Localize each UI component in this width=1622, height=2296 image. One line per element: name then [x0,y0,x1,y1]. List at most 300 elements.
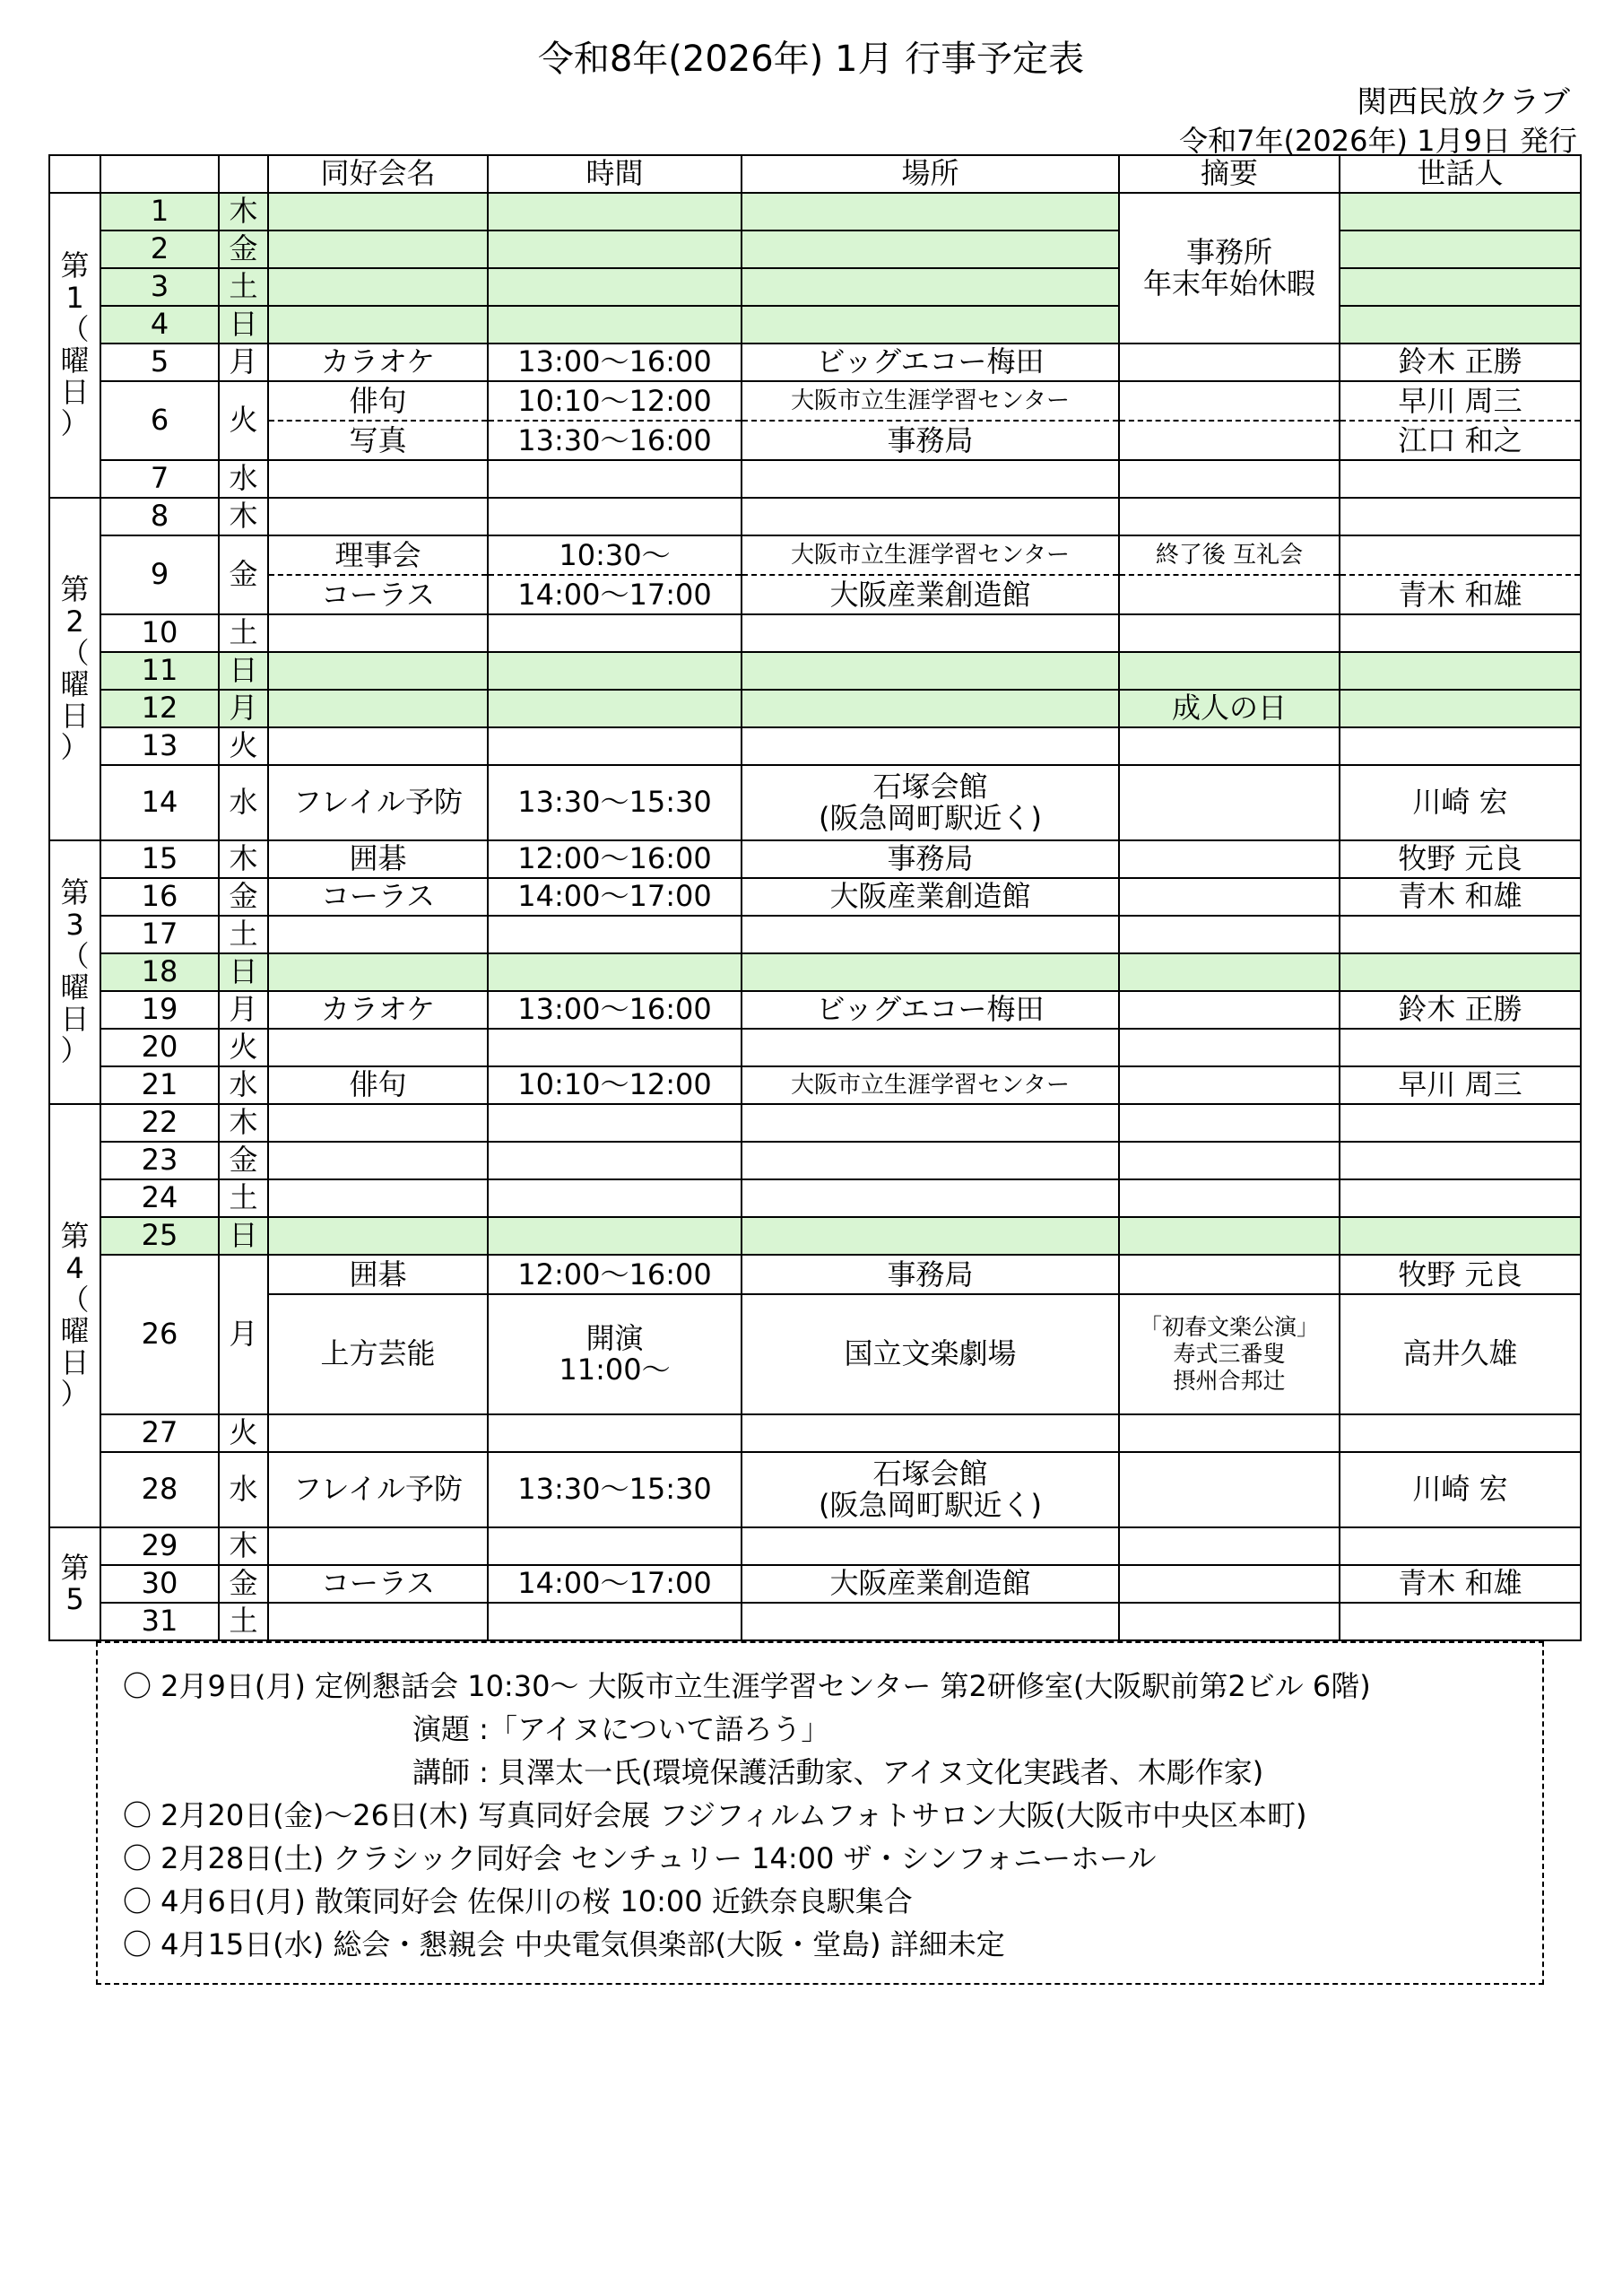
note-cell [1119,614,1340,652]
day-row [49,991,1581,1029]
day-number: 3 [100,268,219,306]
person-value [1340,536,1580,574]
place-cell [742,1217,1119,1255]
time-cell [488,1029,742,1066]
day-row [49,268,1581,306]
club-cell [268,1104,488,1142]
day-number: 7 [100,460,219,498]
note-cell [1119,727,1340,765]
place-cell [742,1142,1119,1179]
col-club: 同好会名 [268,155,488,193]
note-cell [1119,916,1340,953]
day-row [49,230,1581,268]
club-cell [268,652,488,690]
time-cell: 13:30～15:30 [488,765,742,840]
day-number: 17 [100,916,219,953]
time-value: 10:30～ [559,538,671,572]
club-cell [268,727,488,765]
note-line: 摂州合邦辻 [1173,1368,1286,1394]
header-row [49,155,1581,193]
day-row [49,614,1581,652]
time-cell [488,535,742,614]
place-cell: ビッグエコー梅田 [742,344,1119,381]
day-row [49,1452,1581,1527]
club-cell: カラオケ [268,991,488,1029]
club-value: コーラス [269,574,487,613]
note-line: 講師 : 貝澤太一氏(環境保護活動家、アイヌ文化実践者、木彫作家) [412,1755,1264,1789]
place-cell [742,193,1119,230]
day-row [49,765,1581,840]
club-cell: 俳句 [268,1066,488,1104]
day-number: 12 [100,690,219,727]
note-cell [1119,1029,1340,1066]
person-cell [1340,1414,1581,1452]
day-number: 6 [100,381,219,460]
day-number: 8 [100,498,219,535]
place-cell [742,1029,1119,1066]
day-of-week: 火 [219,381,268,460]
day-row [49,1104,1581,1142]
day-of-week: 月 [219,1255,268,1414]
day-of-week: 月 [219,690,268,727]
time-cell: 14:00～17:00 [488,878,742,916]
note-line: 寿式三番叟 [1173,1341,1286,1367]
time-cell: 13:00～16:00 [488,991,742,1029]
place-cell [742,381,1119,460]
note-line: 〇 2月28日(土) クラシック同好会 センチュリー 14:00 ザ・シンフォニーホール [123,1841,1157,1875]
place-cell: 事務局 [742,840,1119,878]
day-of-week: 土 [219,1603,268,1640]
day-number: 24 [100,1179,219,1217]
day-row [49,878,1581,916]
place-line: (阪急岡町駅近く) [819,801,1042,835]
note-cell [1119,1066,1340,1104]
club-cell [268,916,488,953]
time-value: 12:00～16:00 [517,1257,712,1292]
col-person: 世話人 [1340,155,1581,193]
week-label: 第 1 （ 曜 日 ） [49,193,100,498]
club-cell: コーラス [268,878,488,916]
note-value: 終了後 互礼会 [1155,542,1304,569]
place-cell [742,652,1119,690]
day-of-week: 火 [219,727,268,765]
note-cell [1119,953,1340,991]
club-cell [268,230,488,268]
time-cell [488,1104,742,1142]
club-line: 上方芸能 [320,1336,436,1371]
place-cell [742,1104,1119,1142]
day-row [49,1179,1581,1217]
day-of-week: 水 [219,460,268,498]
day-of-week: 日 [219,652,268,690]
day-number: 26 [100,1255,219,1414]
note-cell [1119,193,1340,344]
day-of-week: 土 [219,614,268,652]
time-cell: 14:00～17:00 [488,1565,742,1603]
place-cell [742,1603,1119,1640]
time-value: 14:00～17:00 [489,574,741,613]
person-cell: 川崎 宏 [1340,765,1581,840]
note-line: 〇 4月6日(月) 散策同好会 佐保川の桜 10:00 近鉄奈良駅集合 [123,1884,913,1918]
time-cell [488,1179,742,1217]
club-cell [268,614,488,652]
note-cell [1119,1217,1340,1255]
club-value: 囲碁 [349,1257,407,1292]
club-cell: フレイル予防 [268,765,488,840]
place-value: 大阪市立生涯学習センター [791,542,1070,569]
person-cell [1340,535,1581,614]
note-cell [1119,1565,1340,1603]
person-cell [1340,498,1581,535]
club-cell [268,268,488,306]
club-cell [268,1255,488,1414]
day-number: 22 [100,1104,219,1142]
day-of-week: 水 [219,765,268,840]
place-cell [742,1414,1119,1452]
person-cell [1340,690,1581,727]
person-cell [1340,614,1581,652]
time-cell [488,381,742,460]
club-cell [268,690,488,727]
time-cell [488,498,742,535]
time-cell [488,460,742,498]
place-cell [742,953,1119,991]
club-value: 写真 [269,420,487,459]
place-cell [742,535,1119,614]
day-of-week: 木 [219,840,268,878]
person-cell [1340,727,1581,765]
day-number: 19 [100,991,219,1029]
day-row [49,1255,1581,1414]
place-cell [742,1255,1119,1414]
day-row [49,953,1581,991]
place-cell: 大阪市立生涯学習センター [742,1066,1119,1104]
place-cell [742,306,1119,344]
day-row [49,1527,1581,1565]
issue-date: 令和7年(2026年) 1月9日 発行 [1179,124,1577,158]
day-row [49,1565,1581,1603]
week-label: 第 2 （ 曜 日 ） [49,498,100,840]
day-number: 31 [100,1603,219,1640]
place-value: 大阪産業創造館 [742,574,1118,613]
time-cell [488,652,742,690]
place-value-2 [742,1293,1118,1413]
notes-box [96,1641,1544,1985]
time-cell [488,916,742,953]
person-cell: 鈴木 正勝 [1340,344,1581,381]
day-row [49,535,1581,614]
club-cell [268,381,488,460]
club-value: 理事会 [334,538,421,572]
time-cell [488,727,742,765]
place-cell [742,916,1119,953]
person-cell [1340,1603,1581,1640]
week-label: 第 4 （ 曜 日 ） [49,1104,100,1527]
day-number: 27 [100,1414,219,1452]
time-cell [488,306,742,344]
time-cell [488,690,742,727]
day-row [49,916,1581,953]
day-row [49,193,1581,230]
day-row [49,1066,1581,1104]
day-of-week: 金 [219,1142,268,1179]
day-number: 9 [100,535,219,614]
day-of-week: 金 [219,878,268,916]
schedule-table [48,154,1582,1641]
day-of-week: 木 [219,498,268,535]
club-cell [268,1217,488,1255]
note-cell [1119,991,1340,1029]
note-cell [1119,1179,1340,1217]
place-line: 国立文楽劇場 [844,1336,1017,1371]
time-cell: 12:00～16:00 [488,840,742,878]
person-line: 高井久雄 [1402,1336,1518,1371]
day-number: 4 [100,306,219,344]
club-cell [268,306,488,344]
note-cell [1119,878,1340,916]
person-value: 江口 和之 [1340,420,1580,459]
club-cell: 囲碁 [268,840,488,878]
day-number: 11 [100,652,219,690]
person-value-2 [1340,1293,1580,1413]
club-cell [268,460,488,498]
day-of-week: 日 [219,953,268,991]
person-value: 早川 周三 [1398,384,1522,418]
col-note: 摘要 [1119,155,1340,193]
day-row [49,306,1581,344]
day-number: 15 [100,840,219,878]
day-of-week: 日 [219,1217,268,1255]
time-cell: 10:10～12:00 [488,1066,742,1104]
time-cell [488,193,742,230]
club-cell [268,498,488,535]
person-cell [1340,953,1581,991]
day-of-week: 木 [219,193,268,230]
person-value: 牧野 元良 [1398,1257,1522,1292]
person-cell [1340,1179,1581,1217]
club-cell [268,1603,488,1640]
day-of-week: 土 [219,268,268,306]
club-cell [268,1142,488,1179]
time-cell [488,1217,742,1255]
day-of-week: 水 [219,1066,268,1104]
day-of-week: 火 [219,1029,268,1066]
place-cell [742,268,1119,306]
note-cell [1119,1142,1340,1179]
note-cell [1119,460,1340,498]
club-cell [268,535,488,614]
note-cell [1119,1527,1340,1565]
club-cell: フレイル予防 [268,1452,488,1527]
note-value [1120,574,1339,613]
place-line: 石塚会館 [872,1456,988,1491]
place-value: 事務局 [887,1257,974,1292]
place-cell: 大阪産業創造館 [742,878,1119,916]
place-line: 石塚会館 [872,769,988,804]
time-cell [488,614,742,652]
person-cell: 川崎 宏 [1340,1452,1581,1527]
day-of-week: 土 [219,1179,268,1217]
club-cell [268,1527,488,1565]
person-cell [1340,1527,1581,1565]
day-row [49,1029,1581,1066]
day-row [49,727,1581,765]
place-cell [742,498,1119,535]
day-number: 13 [100,727,219,765]
day-number: 21 [100,1066,219,1104]
time-value: 13:30～16:00 [489,420,741,459]
time-cell [488,1527,742,1565]
col-time: 時間 [488,155,742,193]
time-cell [488,268,742,306]
time-cell [488,1142,742,1179]
col-place: 場所 [742,155,1119,193]
person-cell [1340,460,1581,498]
place-cell: 大阪産業創造館 [742,1565,1119,1603]
time-cell [488,1414,742,1452]
day-number: 28 [100,1452,219,1527]
place-cell [742,727,1119,765]
note-cell [1119,765,1340,840]
place-cell [742,1452,1119,1527]
note-cell: 成人の日 [1119,690,1340,727]
person-cell [1340,1104,1581,1142]
day-number: 5 [100,344,219,381]
note-cell [1119,498,1340,535]
day-number: 20 [100,1029,219,1066]
day-of-week: 土 [219,916,268,953]
club-cell [268,1029,488,1066]
day-number: 14 [100,765,219,840]
day-row [49,498,1581,535]
day-number: 1 [100,193,219,230]
note-line: 〇 4月15日(水) 総会・懇親会 中央電気倶楽部(大阪・堂島) 詳細未定 [123,1927,1005,1961]
time-value: 10:10～12:00 [517,384,712,418]
day-of-week: 金 [219,1565,268,1603]
day-row [49,460,1581,498]
time-line: 開演 [585,1320,644,1355]
note-line: 「初春文楽公演」 [1139,1314,1319,1340]
person-cell [1340,1029,1581,1066]
person-cell [1340,1217,1581,1255]
person-value: 青木 和雄 [1340,574,1580,613]
day-number: 25 [100,1217,219,1255]
note-cell [1119,381,1340,460]
club-cell [268,193,488,230]
week-label: 第 5 [49,1527,100,1640]
time-cell: 13:00～16:00 [488,344,742,381]
day-number: 16 [100,878,219,916]
day-of-week: 水 [219,1452,268,1527]
person-cell [1340,268,1581,306]
day-of-week: 月 [219,991,268,1029]
person-cell: 青木 和雄 [1340,1565,1581,1603]
note-cell [1119,535,1340,614]
day-number: 23 [100,1142,219,1179]
time-cell [488,230,742,268]
day-of-week: 金 [219,230,268,268]
time-cell [488,953,742,991]
day-row [49,840,1581,878]
note-value [1120,382,1339,420]
note-cell [1119,652,1340,690]
day-of-week: 火 [219,1414,268,1452]
place-cell [742,460,1119,498]
time-value-2 [489,1293,741,1413]
day-row [49,344,1581,381]
note-cell [1119,1255,1340,1414]
club-cell [268,1414,488,1452]
club-cell: コーラス [268,1565,488,1603]
day-number: 30 [100,1565,219,1603]
club-cell [268,1179,488,1217]
day-of-week: 金 [219,535,268,614]
time-cell: 13:30～15:30 [488,1452,742,1527]
person-cell [1340,1255,1581,1414]
club-value-2 [269,1293,487,1413]
day-row [49,381,1581,460]
time-cell [488,1255,742,1414]
day-row [49,690,1581,727]
club-value: 俳句 [349,384,407,418]
place-line: (阪急岡町駅近く) [819,1488,1042,1522]
page-title: 令和8年(2026年) 1月 行事予定表 [537,39,1085,80]
person-cell [1340,306,1581,344]
place-cell [742,614,1119,652]
day-of-week: 月 [219,344,268,381]
note-cell [1119,840,1340,878]
person-cell [1340,916,1581,953]
note-value [1120,420,1339,459]
day-number: 2 [100,230,219,268]
note-line: 〇 2月9日(月) 定例懇話会 10:30～ 大阪市立生涯学習センター 第2研修室(大阪駅前第2ビル 6階) [123,1669,1371,1703]
note-cell [1119,344,1340,381]
place-cell: ビッグエコー梅田 [742,991,1119,1029]
note-line: 〇 2月20日(金)～26日(木) 写真同好会展 フジフィルムフォトサロン大阪(大阪市中央区本町) [123,1798,1307,1832]
note-line: 演題 :「アイヌについて語ろう」 [412,1712,830,1746]
day-row [49,652,1581,690]
person-cell [1340,1142,1581,1179]
day-row [49,1217,1581,1255]
day-number: 10 [100,614,219,652]
place-cell [742,1527,1119,1565]
club-cell: カラオケ [268,344,488,381]
day-row [49,1414,1581,1452]
place-cell [742,1179,1119,1217]
note-cell [1119,1603,1340,1640]
note-cell [1119,1104,1340,1142]
person-cell [1340,652,1581,690]
day-row [49,1603,1581,1640]
person-cell: 青木 和雄 [1340,878,1581,916]
note-cell [1119,1452,1340,1527]
person-cell: 鈴木 正勝 [1340,991,1581,1029]
organization-name: 関西民放クラブ [1357,84,1570,120]
place-value: 大阪市立生涯学習センター [791,387,1070,414]
person-cell [1340,381,1581,460]
day-of-week: 日 [219,306,268,344]
time-cell [488,1603,742,1640]
week-label: 第 3 （ 曜 日 ） [49,840,100,1104]
person-cell: 牧野 元良 [1340,840,1581,878]
place-cell [742,765,1119,840]
place-cell [742,230,1119,268]
person-cell [1340,193,1581,230]
note-value [1120,1256,1339,1293]
day-number: 18 [100,953,219,991]
person-cell: 早川 周三 [1340,1066,1581,1104]
place-value: 事務局 [742,420,1118,459]
